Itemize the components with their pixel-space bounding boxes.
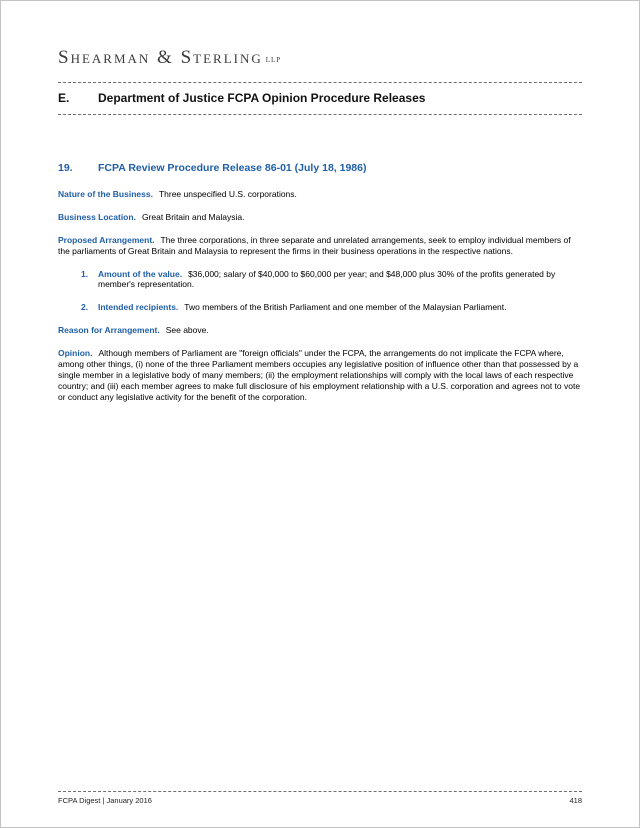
paragraph-nature-of-business — [58, 189, 582, 200]
page-footer — [58, 791, 582, 805]
list-item-text: $36,000; salary of $40,000 to $60,000 per year; and $48,000 plus 30% of the profits generated by member's representation. — [98, 268, 556, 290]
paragraph-text: Great Britain and Malaysia. — [141, 211, 245, 222]
list-item-body — [98, 302, 582, 313]
list-item-number: 2. — [81, 302, 89, 313]
paragraph-business-location — [58, 212, 582, 223]
divider-under-heading — [58, 114, 582, 115]
firm-name: Shearman & Sterling — [58, 47, 263, 68]
firm-logo — [58, 47, 582, 69]
paragraph-reason-for-arrangement — [58, 325, 582, 336]
paragraph-text: See above. — [165, 325, 209, 336]
release-heading — [58, 162, 582, 174]
section-heading-title: Department of Justice FCPA Opinion Procedure Releases — [98, 91, 426, 105]
paragraph-text: Although members of Parliament are "foreign officials" under the FCPA, the arrangements do not implicate the FCPA where, among other things, (i) none of the three Parliament members occupies any legislative position of influence other than that possessed by a single member in a legislative body of many members; (ii) the employment relationships will comply with the local laws of each respective country; and (iii) each member agrees to make full disclosure of his employment relationship with a U.S. corporation and agrees not to vote or conduct any legislative activity for the benefit of the corporation. — [58, 348, 581, 402]
footer-divider — [58, 791, 582, 792]
paragraph-text: Three unspecified U.S. corporations. — [158, 189, 297, 199]
list-item-label: Intended recipients. — [98, 302, 179, 313]
section-heading-number: E. — [58, 91, 70, 105]
page-content — [1, 1, 639, 402]
numbered-list — [81, 269, 582, 314]
list-item-label: Amount of the value. — [98, 268, 183, 279]
paragraph-text: The three corporations, in three separate and unrelated arrangements, seek to employ individual members of the parliaments of Great Britain and Malaysia to represent the firms in their business operations in the respective nations. — [58, 234, 571, 256]
release-heading-number: 19. — [58, 162, 73, 174]
section-heading — [58, 83, 582, 114]
footer-row — [58, 796, 582, 805]
paragraph-label: Proposed Arrangement. — [58, 234, 155, 245]
release-heading-title: FCPA Review Procedure Release 86-01 (July 18, 1986) — [98, 162, 367, 174]
paragraph-label: Reason for Arrangement. — [58, 325, 160, 336]
firm-suffix: LLP — [265, 56, 282, 64]
list-item-number: 1. — [81, 268, 89, 279]
footer-page-number: 418 — [569, 796, 582, 805]
list-item — [81, 269, 582, 291]
paragraph-proposed-arrangement — [58, 235, 582, 257]
footer-document-title: FCPA Digest | January 2016 — [58, 796, 152, 805]
list-item — [81, 302, 582, 313]
list-item-body — [98, 269, 582, 291]
paragraph-label: Nature of the Business. — [58, 189, 153, 199]
paragraph-label: Business Location. — [58, 211, 136, 222]
paragraph-label: Opinion. — [58, 348, 93, 358]
list-item-text: Two members of the British Parliament and one member of the Malaysian Parliament. — [184, 302, 507, 313]
paragraph-opinion — [58, 348, 582, 402]
